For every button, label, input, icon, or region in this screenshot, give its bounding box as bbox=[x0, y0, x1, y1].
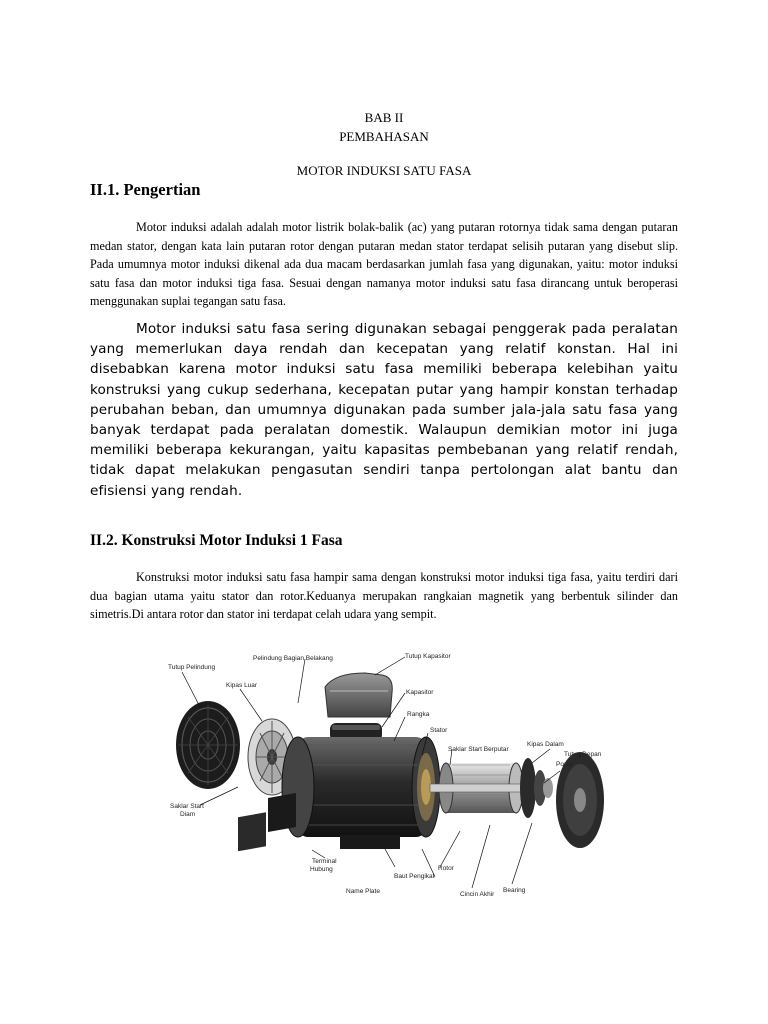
chapter-subtitle: PEMBAHASAN bbox=[339, 129, 429, 144]
motor-exploded-diagram bbox=[160, 645, 610, 905]
label-kipas-dalam: Kipas Dalam bbox=[527, 741, 564, 748]
label-bearing: Bearing bbox=[503, 887, 526, 894]
label-saklar-start-berputar: Saklar Start Berputar bbox=[448, 746, 509, 753]
label-baut-pengikat: Baut Pengikat bbox=[394, 873, 435, 880]
label-rangka: Rangka bbox=[407, 711, 430, 718]
label-tutup-kapasitor: Tutup Kapasitor bbox=[405, 653, 451, 660]
capacitor-cover-part bbox=[325, 673, 392, 717]
label-stator: Stator bbox=[430, 727, 448, 734]
motor-frame-part bbox=[282, 737, 440, 849]
label-poros: Poros bbox=[556, 761, 573, 768]
terminal-box-part bbox=[238, 793, 296, 851]
label-tutup-pelindung: Tutup Pelindung bbox=[168, 664, 216, 671]
inner-fan-part bbox=[520, 758, 553, 818]
paragraph-konstruksi-1: Konstruksi motor induksi satu fasa hampir sama dengan konstruksi motor induksi tiga fasa, yaitu terdiri dari dua bagian utama yaitu stator dan rotor.Keduanya merupakan rangkaian magnetik yang berbentuk silinder dan simetris.Di antara rotor dan stator ini terdapat celah udara yang sempit. bbox=[90, 570, 678, 621]
label-cincin-akhir: Cincin Akhir bbox=[460, 891, 495, 898]
label-pelindung-belakang: Pelindung Bagian Belakang bbox=[253, 655, 333, 662]
label-kipas-luar: Kipas Luar bbox=[226, 682, 258, 689]
label-rotor: Rotor bbox=[438, 865, 454, 872]
topic-title: MOTOR INDUKSI SATU FASA bbox=[296, 163, 472, 178]
label-saklar-start-diam-2: Diam bbox=[180, 811, 196, 818]
paragraph-pengertian-1: Motor induksi adalah adalah motor listrik bolak-balik (ac) yang putaran rotornya tidak sama dengan putaran medan stator, dengan kata lain putaran rotor dengan putaran medan stator terdapat selisih putaran yang disebut slip. Pada umumnya motor induksi dikenal ada dua macam berdasarkan jumlah fasa yang digunakan, yaitu: motor induksi satu fasa dan motor induksi tiga fasa. Sesuai dengan namanya motor induksi satu fasa dirancang untuk beroperasi menggunakan suplai tegangan satu fasa. bbox=[90, 220, 678, 308]
rear-cover-part bbox=[176, 701, 240, 789]
section-heading-konstruksi: II.2. Konstruksi Motor Induksi 1 Fasa bbox=[90, 532, 343, 549]
label-terminal-2: Hubung bbox=[310, 866, 333, 873]
label-kapasitor: Kapasitor bbox=[406, 689, 434, 696]
label-name-plate: Name Plate bbox=[346, 888, 380, 895]
paragraph-pengertian-2: Motor induksi satu fasa sering digunakan sebagai penggerak pada peralatan yang memerlukan daya rendah dan kecepatan yang relatif konstan. Hal ini disebabkan karena motor induksi satu fasa memiliki beberapa kelebihan yaitu konstruksi yang cukup sederhana, kecepatan putar yang hampir konstan terhadap perubahan beban, dan umumnya digunakan pada sumber jala-jala satu fasa yang banyak terdapat pada peralatan domestik. Walaupun demikian motor ini juga memiliki beberapa kekurangan, yaitu kapasitas pembebanan yang relatif rendah, tidak dapat melakukan pengasutan sendiri tanpa pertolongan alat bantu dan efisiensi yang rendah. bbox=[90, 321, 678, 499]
chapter-title: BAB II bbox=[364, 110, 404, 125]
section-heading-pengertian: II.1. Pengertian bbox=[90, 180, 201, 199]
label-tutup-depan: Tutup Depan bbox=[564, 751, 602, 758]
label-terminal-1: Terminal bbox=[312, 858, 337, 865]
label-saklar-start-diam-1: Saklar Start bbox=[170, 803, 204, 810]
